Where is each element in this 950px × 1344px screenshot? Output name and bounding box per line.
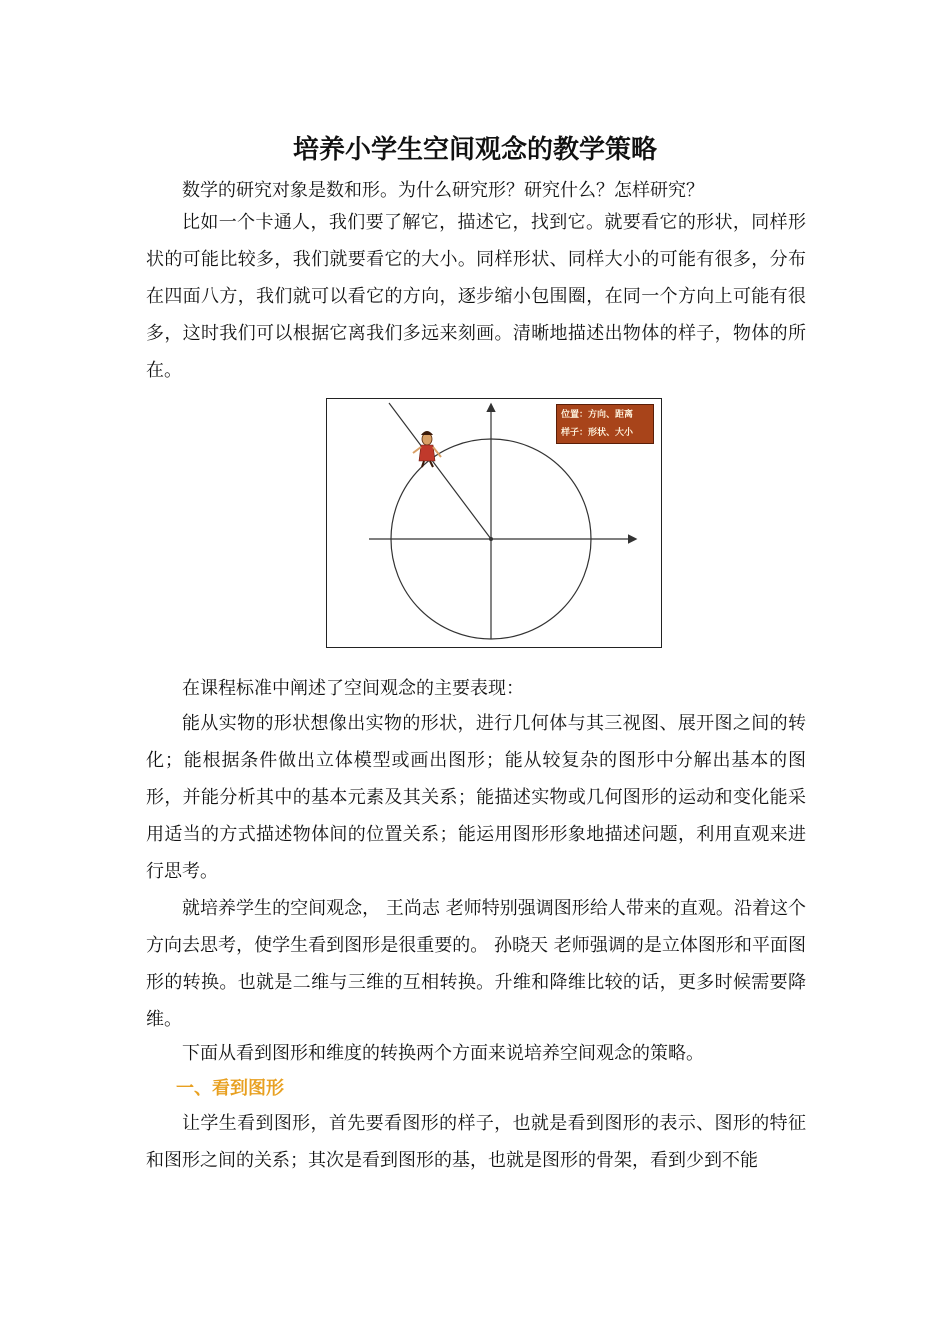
paragraph-5: 就培养学生的空间观念， 王尚志 老师特别强调图形给人带来的直观。沿着这个方向去思考，使学生看到图形是很重要的。 孙晓天 老师强调的是立体图形和平面图形的转换。也就是二维与三维的互相转换。升维和降维比较的话，更多时候需要降维。 [146,898,806,1030]
legend-line-shape: 样子：形状、大小 [561,428,634,438]
section-heading: 一、看到图形 [176,1078,284,1099]
direction-ray [389,403,491,539]
origin-point [489,537,493,541]
paragraph-4: 能从实物的形状想像出实物的形状，进行几何体与其三视图、展开图之间的转化；能根据条件做出立体模型或画出图形；能从较复杂的图形中分解出基本的图形，并能分析其中的基本元素及其关系；能描述实物或几何图形的运动和变化能采用适当的方式描述物体间的位置关系；能运用图形形象地描述问题，利用直观来进行思考。 [146,713,806,882]
paragraph-7: 让学生看到图形，首先要看图形的样子，也就是看到图形的表示、图形的特征和图形之间的关系；其次是看到图形的基，也就是图形的骨架，看到少到不能 [146,1113,806,1171]
legend-line-position: 位置：方向、距离 [561,410,634,420]
position-diagram [326,398,662,648]
page-title: 培养小学生空间观念的教学策略 [292,135,657,165]
paragraph-2: 比如一个卡通人，我们要了解它，描述它，找到它。就要看它的形状，同样形状的可能比较多，我们就要看它的大小。同样形状、同样大小的可能有很多，分布在四面八方，我们就可以看它的方向，逐步缩小包围圈，在同一个方向上可能有很多，这时我们可以根据它离我们多远来刻画。清晰地描述出物体的样子，物体的所在。 [146,212,806,381]
paragraph-1: 数学的研究对象是数和形。为什么研究形？研究什么？怎样研究？ [182,180,704,201]
paragraph-6: 下面从看到图形和维度的转换两个方面来说培养空间观念的策略。 [182,1043,704,1064]
paragraph-3: 在课程标准中阐述了空间观念的主要表现： [182,678,524,699]
diagram-legend [556,404,654,444]
